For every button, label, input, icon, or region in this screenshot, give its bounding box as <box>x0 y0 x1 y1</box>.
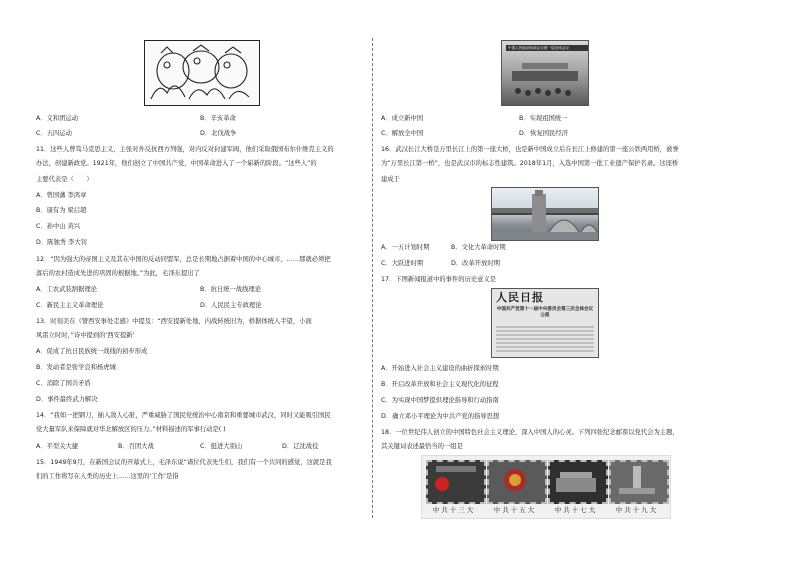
q15-option-d[interactable]: D．恢复国民经济 <box>519 130 568 137</box>
meeting-scene-icon <box>502 41 588 105</box>
q15-option-c[interactable]: C．解放全中国 <box>381 130 424 137</box>
q16-stem-line3: 建成于 <box>381 176 400 183</box>
stamp-3 <box>548 460 608 504</box>
stamp-label-4: 中共十九大 <box>615 506 659 514</box>
newspaper-text-lines-icon <box>492 289 598 357</box>
cppcc-meeting-photo <box>501 40 589 106</box>
q16-option-b[interactable]: B．文化大革命时期 <box>451 244 506 251</box>
q12-option-c[interactable]: C．新民主主义革命理论 <box>36 302 104 309</box>
q12-option-a[interactable]: A．工农武装割据理论 <box>36 286 97 293</box>
q11-stem-line2: 办法，创建新政党。1921年，他们创立了中国共产党，中国革命进入了一个崭新的阶段。“这些人”的 <box>36 160 317 167</box>
q12-stem-line2: 落后的农村造成先进的巩固的根据地。”为此，毛泽东提出了 <box>36 270 200 277</box>
stamp-label-1: 中共十三大 <box>432 506 476 514</box>
q11-stem-line1: 11．这些人曾笃马克思主义，主张对外反抗西方列强，对内反对封建军阀，他们采取俄国布尔什维克主义的 <box>36 146 334 153</box>
q10-option-b[interactable]: B．辛亥革命 <box>200 115 236 122</box>
wuhan-yangtze-bridge-photo <box>491 187 599 241</box>
q10-option-c[interactable]: C．五四运动 <box>36 130 72 137</box>
stamps-strip <box>421 455 671 519</box>
q13-option-b[interactable]: B．发动者是张学良和杨虎城 <box>36 364 116 371</box>
q13-option-c[interactable]: C．消除了国共矛盾 <box>36 380 91 387</box>
q12-option-d[interactable]: D．人民民主专政理论 <box>200 302 262 309</box>
peoples-daily-newspaper-image <box>491 288 599 358</box>
q17-option-d[interactable]: D．确立邓小平理论为中共产党的指导思想 <box>381 413 500 420</box>
q17-stem: 17．下图新闻报道中的事件的历史意义是 <box>381 276 497 283</box>
q10-option-a[interactable]: A．义和团运动 <box>36 115 79 122</box>
q14-option-d[interactable]: D．辽沈战役 <box>282 443 319 450</box>
q17-option-a[interactable]: A．开始进入社会主义建设的曲折探索时期 <box>381 365 499 372</box>
q16-option-c[interactable]: C．大跃进时期 <box>381 260 424 267</box>
q18-stem-line1: 18．一位世纪伟人创立的中国特色社会主义理论，深入中国人的心灵。下列四张纪念邮票以党代会为主题， <box>381 429 679 436</box>
column-divider <box>372 38 373 518</box>
q12-option-b[interactable]: B．抗日统一战线理论 <box>200 286 261 293</box>
party-emblem-icon <box>489 462 541 498</box>
q13-option-d[interactable]: D．事件最终武力解决 <box>36 396 98 403</box>
stamp-4 <box>609 460 669 504</box>
q14-stem-line1: 14．“我如一把钢刀，插入敌人心脏，严重威胁了国民党统治中心南京和重要城市武汉，同时又能吸引国民 <box>36 412 331 419</box>
great-hall-icon <box>550 462 602 498</box>
q16-option-a[interactable]: A．一五计划时期 <box>381 244 430 251</box>
newspaper-headline: 中国共产党第十一届中央委员会第三次全体会议公报 <box>496 307 594 318</box>
q14-option-a[interactable]: A．平型关大捷 <box>36 443 79 450</box>
q11-option-c[interactable]: C．孙中山 黄兴 <box>36 223 81 230</box>
q17-option-c[interactable]: C．为实现中国梦提供理论指导和行动指南 <box>381 397 499 404</box>
q13-stem-line2: 风雷立时时，”诗中提到的‘西安提新’ <box>36 332 135 339</box>
q12-stem-line1: 12．“因为强大的帝国主义及其在中国的反动同盟军，总是长期地占据着中国的中心城市，……那就必须把 <box>36 256 331 263</box>
stamp-2 <box>487 460 547 504</box>
q15-option-a[interactable]: A．成立新中国 <box>381 115 424 122</box>
stamp-1 <box>426 460 486 504</box>
q13-option-a[interactable]: A．促成了抗日民族统一战线的初步形成 <box>36 348 148 355</box>
q18-stem-line2: 其关键词表述最恰当的一组是 <box>381 443 463 450</box>
bridge-drawing-icon <box>492 188 598 240</box>
q10-option-d[interactable]: D．北伐战争 <box>200 130 237 137</box>
cartoon-drawing-icon <box>145 41 259 105</box>
q17-option-b[interactable]: B．开启改革开放和社会主义现代化的征程 <box>381 381 499 388</box>
q15-stem-line2: 们的工作将写在人类的历史上……这里的‘工作’是指 <box>36 473 179 480</box>
q14-option-b[interactable]: B．百团大战 <box>118 443 154 450</box>
q14-option-c[interactable]: C．挺进大别山 <box>200 443 243 450</box>
q11-option-b[interactable]: B．康有为 梁启超 <box>36 207 87 214</box>
q15-option-b[interactable]: B．实现祖国统一 <box>519 115 568 122</box>
stamp-label-2: 中共十五大 <box>493 506 537 514</box>
q11-option-a[interactable]: A．曾国藩 李鸿章 <box>36 192 87 199</box>
q14-stem-line2: 党大量军队来保障就对华北解放区的压力。”材料描述的军事行动是( ) <box>36 426 226 433</box>
stamp-label-3: 中共十七大 <box>554 506 598 514</box>
q15-stem-line1: 15．1949年9月，在新国会议的开幕式上，毛泽东说“诸位代表先生们，我们有一个共同的感觉，这就是我 <box>36 459 332 466</box>
q13-stem-line1: 13．时刻美在《訾西安事处走感》中提及：“西安提新处地，内战转统旧为，格据体统人半望，小面 <box>36 318 312 325</box>
q16-stem-line1: 16．武汉长江大桥是万里长江上的第一座大桥，也是新中国成立后在长江上修建的第一座公铁两用桥，被誉 <box>381 146 679 153</box>
q16-stem-line2: 为“万里长江第一桥”，也是武汉市的标志性建筑。2018年1月，入选中国第一批工业遗产保护名录。这座桥 <box>381 160 679 167</box>
historical-cartoon-image <box>144 40 260 106</box>
q11-stem-line3: 主要代表是（ ） <box>36 176 93 183</box>
q11-option-d[interactable]: D．陈独秀 李大钊 <box>36 239 87 246</box>
monument-icon <box>611 462 663 498</box>
q16-option-d[interactable]: D．改革开放时期 <box>451 260 500 267</box>
photo-caption: 中国人民政治协商会议第一届全体会议 <box>506 45 588 51</box>
hammer-sickle-icon <box>428 462 480 498</box>
newspaper-masthead: 人民日报 <box>496 291 544 304</box>
